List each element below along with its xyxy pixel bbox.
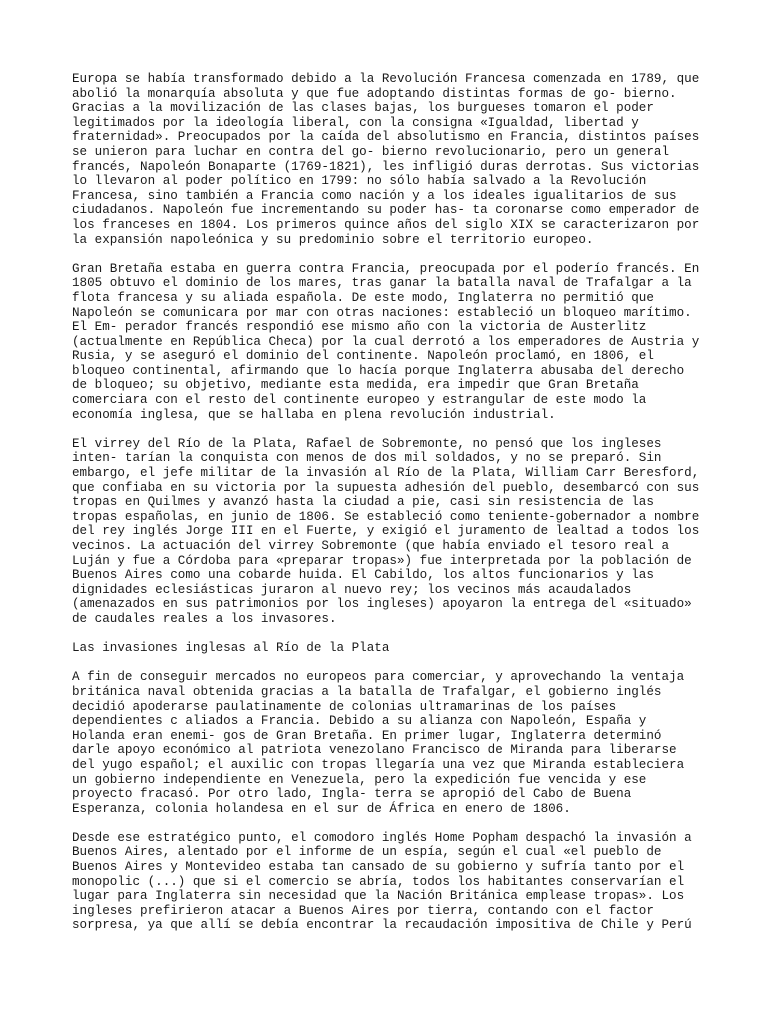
text-line: (amenazados en sus patrimonios por los ingleses) apoyaron la entrega del «situado» [72, 597, 692, 612]
text-line: vecinos. La actuación del virrey Sobremonte (que había enviado el tesoro real a [72, 539, 670, 553]
text-line: Europa se había transformado debido a la Revolución Francesa comenzada en 1789, que [72, 72, 700, 86]
text-line: de bloqueo; su objetivo, mediante esta medida, era impedir que Gran Bretaña [72, 378, 639, 393]
paragraph [72, 831, 712, 933]
text-line: ingleses prefirieron atacar a Buenos Aires por tierra, contando con el factor [72, 903, 654, 918]
text-line: Holanda eran enemi- gos de Gran Bretaña. En primer lugar, Inglaterra determinó [72, 728, 662, 743]
text-line: de caudales reales a los invasores. [72, 611, 337, 626]
text-line: tropas españolas, en junio de 1806. Se estableció como teniente-gobernador a nombre [72, 509, 700, 524]
paragraph [72, 670, 712, 816]
text-line: francés, Napoleón Bonaparte (1769-1821), les infligió duras derrotas. Sus victorias [72, 159, 700, 174]
text-line: del rey inglés Jorge III en el Fuerte, y exigió el juramento de lealtad a todos los [72, 524, 700, 539]
text-line: legitimados por la ideología liberal, con la consigna «Igualdad, libertad y [72, 115, 639, 130]
text-line: A fin de conseguir mercados no europeos para comerciar, y aprovechando la ventaja [72, 670, 685, 685]
text-line: Esperanza, colonia holandesa en el sur de África en enero de 1806. [72, 801, 571, 816]
text-line: proyecto fracasó. Por otro lado, Ingla- terra se apropió del Cabo de Buena [72, 787, 632, 802]
text-line: lugar para Inglaterra sin necesidad que la Nación Británica emplease tropas». Los [72, 889, 685, 904]
text-line: comerciara con el resto del continente europeo y estrangular de este modo la [72, 393, 647, 408]
paragraph [72, 262, 712, 423]
text-line: tropas en Quilmes y avanzó hasta la ciudad a pie, casi sin resistencia de las [72, 495, 654, 510]
text-line: sorpresa, ya que allí se debía encontrar la recaudación impositiva de Chile y Perú [72, 918, 692, 933]
text-line: bloqueo continental, afirmando que lo hacía porque Inglaterra abusaba del derecho [72, 363, 685, 378]
text-line: Las invasiones inglesas al Río de la Plata [72, 641, 390, 656]
paragraph [72, 437, 712, 627]
text-line: dignidades eclesiásticas juraron al nuevo rey; los vecinos más acaudalados [72, 582, 632, 597]
text-line: Rusia, y se aseguró el dominio del continente. Napoleón proclamó, en 1806, el [72, 349, 654, 364]
text-line: Gran Bretaña estaba en guerra contra Francia, preocupada por el poderío francés. En [72, 261, 700, 276]
text-line: flota francesa y su aliada española. De este modo, Inglaterra no permitió que [72, 290, 654, 305]
text-line: 1805 obtuvo el dominio de los mares, tras ganar la batalla naval de Trafalgar a la [72, 276, 692, 291]
text-line: fraternidad». Preocupados por la caída del absolutismo en Francia, distintos países [72, 130, 700, 145]
text-line: (actualmente en República Checa) por la cual derrotó a los emperadores de Austria y [72, 334, 700, 349]
text-line: que confiaba en su victoria por la supuesta adhesión del pueblo, desembarcó con sus [72, 480, 700, 495]
text-line: decidió apoderarse paulatinamente de colonias ultramarinas de los países [72, 699, 617, 714]
text-line: del yugo español; el auxilic con tropas llegaría una vez que Miranda estableciera [72, 757, 685, 772]
text-line: Buenos Aires, alentado por el informe de un espía, según el cual «el pueblo de [72, 845, 662, 860]
text-line: darle apoyo económico al patriota venezolano Francisco de Miranda para liberarse [72, 743, 677, 758]
text-line: El virrey del Río de la Plata, Rafael de Sobremonte, no pensó que los ingleses [72, 436, 662, 451]
text-line: Buenos Aires y Montevideo estaba tan cansado de su gobierno y sufría tanto por el [72, 860, 685, 875]
section-heading [72, 641, 712, 656]
text-line: Francesa, sino también a Francia como nación y a los ideales igualitarios de sus [72, 188, 677, 203]
text-line: Luján y fue a Córdoba para «preparar tropas») fue interpretada por la población de [72, 553, 692, 568]
text-line: un gobierno independiente en Venezuela, pero la expedición fue vencida y ese [72, 772, 647, 787]
text-line: monopolic (...) que si el comercio se abría, todos los habitantes conservarían el [72, 874, 685, 889]
text-line: economía inglesa, que se hallaba en plena revolución industrial. [72, 407, 556, 422]
text-line: Desde ese estratégico punto, el comodoro inglés Home Popham despachó la invasión a [72, 830, 692, 845]
text-line: británica naval obtenida gracias a la batalla de Trafalgar, el gobierno inglés [72, 684, 662, 699]
text-line: abolió la monarquía absoluta y que fue adoptando distintas formas de go- bierno. [72, 86, 677, 101]
paragraph [72, 72, 712, 247]
document-page [72, 72, 712, 948]
text-line: embargo, el jefe militar de la invasión al Río de la Plata, William Carr Beresford, [72, 466, 700, 481]
text-line: ciudadanos. Napoleón fue incrementando su poder has- ta coronarse como emperador de [72, 203, 700, 218]
text-line: Gracias a la movilización de las clases bajas, los burgueses tomaron el poder [72, 101, 654, 116]
text-line: Buenos Aires como una cobarde huida. El Cabildo, los altos funcionarios y las [72, 568, 654, 583]
text-line: los franceses en 1804. Los primeros quince años del siglo XIX se caracterizaron por [72, 217, 700, 232]
text-line: dependientes c aliados a Francia. Debido a su alianza con Napoleón, España y [72, 714, 647, 729]
text-line: inten- tarían la conquista con menos de dos mil soldados, y no se preparó. Sin [72, 451, 662, 466]
text-line: se unieron para luchar en contra del go- bierno revolucionario, pero un general [72, 144, 670, 159]
text-line: la expansión napoleónica y su predominio sobre el territorio europeo. [72, 232, 594, 247]
text-line: Napoleón se comunicara por mar con otras naciones: estableció un bloqueo marítimo. [72, 305, 692, 320]
text-line: lo llevaron al poder político en 1799: no sólo había salvado a la Revolución [72, 174, 647, 189]
text-line: El Em- perador francés respondió ese mismo año con la victoria de Austerlitz [72, 320, 647, 335]
